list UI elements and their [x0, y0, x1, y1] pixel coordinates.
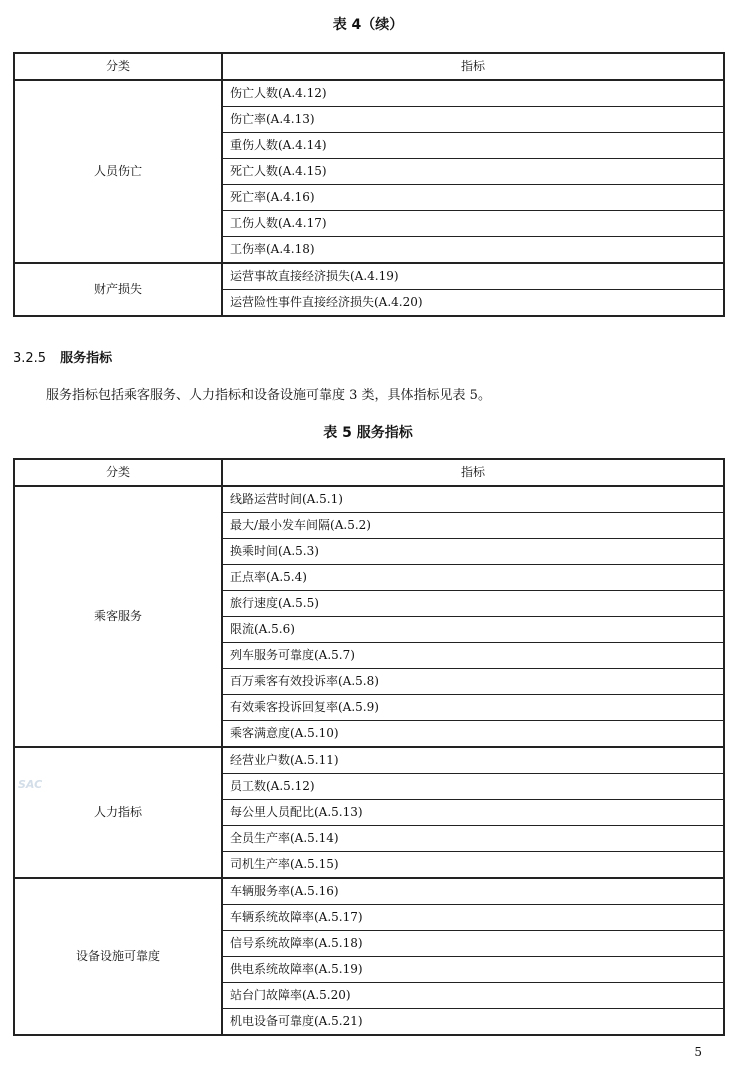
table5-header-indicator: 指标: [222, 459, 724, 486]
indicator-cell: 重伤人数(A.4.14): [222, 133, 724, 159]
table4-title: 表 4（续）: [332, 17, 404, 33]
indicator-cell: 工伤人数(A.4.17): [222, 211, 724, 237]
section-paragraph: 服务指标包括乘客服务、人力指标和设备设施可靠度 3 类，具体指标见表 5。: [46, 388, 491, 403]
indicator-cell: 限流(A.5.6): [222, 617, 724, 643]
table-row: [14, 878, 724, 905]
indicator-cell: 伤亡人数(A.4.12): [222, 80, 724, 107]
indicator-cell: 运营险性事件直接经济损失(A.4.20): [222, 290, 724, 317]
page-number: 5: [694, 1045, 702, 1059]
indicator-cell: 有效乘客投诉回复率(A.5.9): [222, 695, 724, 721]
indicator-cell: 线路运营时间(A.5.1): [222, 486, 724, 513]
indicator-cell: 死亡率(A.4.16): [222, 185, 724, 211]
table4-header-category: 分类: [14, 53, 222, 80]
indicator-cell: 车辆服务率(A.5.16): [222, 878, 724, 905]
section-heading: [13, 347, 112, 366]
indicator-cell: 乘客满意度(A.5.10): [222, 721, 724, 748]
indicator-cell: 最大/最小发车间隔(A.5.2): [222, 513, 724, 539]
indicator-cell: 正点率(A.5.4): [222, 565, 724, 591]
indicator-cell: 信号系统故障率(A.5.18): [222, 931, 724, 957]
category-cell: 人员伤亡: [14, 80, 222, 263]
category-cell: 乘客服务: [14, 486, 222, 747]
table5-title: 表 5 服务指标: [323, 425, 413, 441]
table5-header-category: 分类: [14, 459, 222, 486]
sac-watermark: SAC: [18, 778, 43, 791]
table-row: [14, 80, 724, 107]
table-row: [14, 486, 724, 513]
indicator-cell: 车辆系统故障率(A.5.17): [222, 905, 724, 931]
category-cell: 设备设施可靠度: [14, 878, 222, 1035]
table-row: [14, 263, 724, 290]
table4-body: [14, 80, 724, 316]
table-row: [14, 747, 724, 774]
category-cell: 人力指标: [14, 747, 222, 878]
indicator-cell: 供电系统故障率(A.5.19): [222, 957, 724, 983]
table5-header-row: [14, 459, 724, 486]
indicator-cell: 每公里人员配比(A.5.13): [222, 800, 724, 826]
table4-header-indicator: 指标: [222, 53, 724, 80]
indicator-cell: 列车服务可靠度(A.5.7): [222, 643, 724, 669]
category-cell: 财产损失: [14, 263, 222, 316]
indicator-cell: 伤亡率(A.4.13): [222, 107, 724, 133]
indicator-cell: 经营业户数(A.5.11): [222, 747, 724, 774]
indicator-cell: 换乘时间(A.5.3): [222, 539, 724, 565]
indicator-cell: 百万乘客有效投诉率(A.5.8): [222, 669, 724, 695]
indicator-cell: 站台门故障率(A.5.20): [222, 983, 724, 1009]
section-number: 3.2.5: [13, 351, 47, 366]
indicator-cell: 死亡人数(A.4.15): [222, 159, 724, 185]
table4-header-row: [14, 53, 724, 80]
table4: [13, 52, 725, 317]
table5: [13, 458, 725, 1036]
indicator-cell: 工伤率(A.4.18): [222, 237, 724, 264]
indicator-cell: 机电设备可靠度(A.5.21): [222, 1009, 724, 1036]
table5-body: [14, 486, 724, 1035]
indicator-cell: 全员生产率(A.5.14): [222, 826, 724, 852]
indicator-cell: 运营事故直接经济损失(A.4.19): [222, 263, 724, 290]
indicator-cell: 司机生产率(A.5.15): [222, 852, 724, 879]
indicator-cell: 员工数(A.5.12): [222, 774, 724, 800]
section-title: 服务指标: [60, 351, 113, 366]
indicator-cell: 旅行速度(A.5.5): [222, 591, 724, 617]
